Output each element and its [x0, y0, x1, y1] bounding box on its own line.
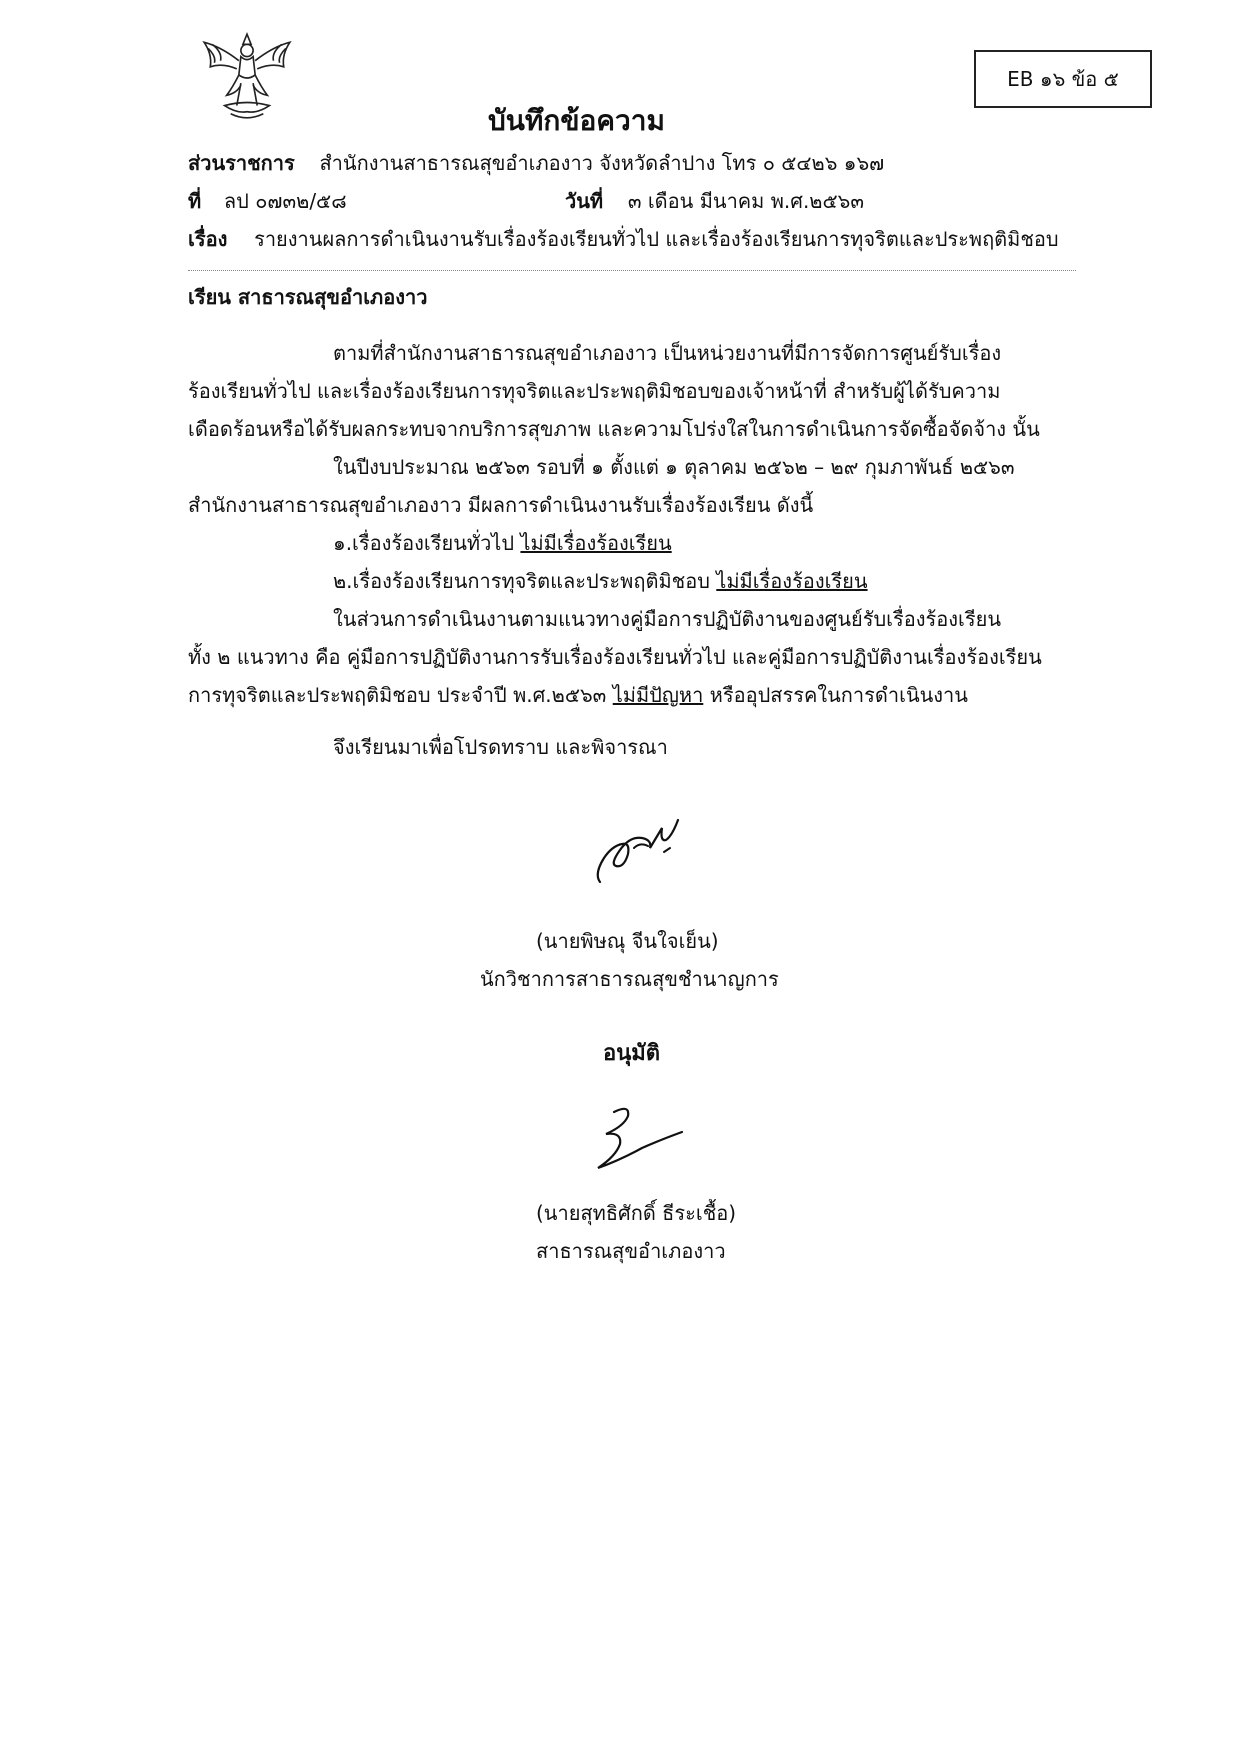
item-1-text: ๑.เรื่องร้องเรียนทั่วไป — [333, 531, 521, 555]
reference-label: ที่ — [188, 189, 202, 213]
agency-label: ส่วนราชการ — [188, 151, 295, 175]
paragraph-3-line-3 — [188, 682, 968, 708]
paragraph-3-line-3-end: หรืออุปสรรคในการดำเนินงาน — [703, 683, 968, 707]
signature-2 — [590, 1100, 690, 1180]
date-label: วันที่ — [565, 189, 604, 213]
signer-1-name: (นายพิษณุ จีนใจเย็น) — [536, 929, 719, 953]
agency-value: สำนักงานสาธารณสุขอำเภองาว จังหวัดลำปาง โทร ๐ ๕๔๒๖ ๑๖๗ — [319, 151, 885, 175]
item-1 — [333, 530, 672, 556]
paragraph-1-line-1: ตามที่สำนักงานสาธารณสุขอำเภองาว เป็นหน่วยงานที่มีการจัดการศูนย์รับเรื่อง — [333, 341, 1002, 365]
header-divider — [188, 270, 1076, 271]
document-code: EB ๑๖ ข้อ ๕ — [1007, 67, 1119, 91]
item-2-text: ๒.เรื่องร้องเรียนการทุจริตและประพฤติมิชอบ — [333, 569, 717, 593]
approver-position: สาธารณสุขอำเภองาว — [536, 1239, 726, 1263]
date-value: ๓ เดือน มีนาคม พ.ศ.๒๕๖๓ — [627, 189, 864, 213]
closing-text: จึงเรียนมาเพื่อโปรดทราบ และพิจารณา — [333, 735, 668, 759]
subject-value: รายงานผลการดำเนินงานรับเรื่องร้องเรียนทั่วไป และเรื่องร้องเรียนการทุจริตและประพฤติมิชอบ — [254, 227, 1059, 251]
no-problem-text: ไม่มีปัญหา — [612, 683, 704, 707]
paragraph-1-line-3: เดือดร้อนหรือได้รับผลกระทบจากบริการสุขภาพ และความโปร่งใสในการดำเนินการจัดซื้อจัดจ้าง นั้น — [188, 417, 1040, 441]
signature-1 — [590, 808, 690, 888]
paragraph-1-line-2: ร้องเรียนทั่วไป และเรื่องร้องเรียนการทุจริตและประพฤติมิชอบของเจ้าหน้าที่ สำหรับผู้ได้รับความ — [188, 379, 1001, 403]
garuda-emblem — [196, 26, 298, 128]
agency-row — [188, 150, 884, 176]
signer-1-position: นักวิชาการสาธารณสุขชำนาญการ — [480, 967, 779, 991]
paragraph-2-line-2: สำนักงานสาธารณสุขอำเภองาว มีผลการดำเนินงานรับเรื่องร้องเรียน ดังนี้ — [188, 493, 814, 517]
item-2-result: ไม่มีเรื่องร้องเรียน — [716, 569, 868, 593]
memo-title: บันทึกข้อความ — [488, 104, 665, 137]
reference-row — [188, 188, 347, 214]
greeting: เรียน สาธารณสุขอำเภองาว — [188, 285, 428, 309]
item-2 — [333, 568, 868, 594]
paragraph-2-line-1: ในปีงบประมาณ ๒๕๖๓ รอบที่ ๑ ตั้งแต่ ๑ ตุลาคม ๒๕๖๒ – ๒๙ กุมภาพันธ์ ๒๕๖๓ — [333, 455, 1015, 479]
paragraph-3-line-3-text: การทุจริตและประพฤติมิชอบ ประจำปี พ.ศ.๒๕๖๓ — [188, 683, 613, 707]
date-row — [565, 188, 864, 214]
paragraph-3-line-2: ทั้ง ๒ แนวทาง คือ คู่มือการปฏิบัติงานการรับเรื่องร้องเรียนทั่วไป และคู่มือการปฏิบัติงานเรื่องร้องเรียน — [188, 645, 1042, 669]
item-1-result: ไม่มีเรื่องร้องเรียน — [520, 531, 672, 555]
subject-row — [188, 226, 1059, 252]
paragraph-3-line-1: ในส่วนการดำเนินงานตามแนวทางคู่มือการปฏิบัติงานของศูนย์รับเรื่องร้องเรียน — [333, 607, 1002, 631]
approval-label: อนุมัติ — [603, 1041, 661, 1066]
document-code-box — [974, 50, 1152, 108]
subject-label: เรื่อง — [188, 227, 228, 251]
approver-name: (นายสุทธิศักดิ์ ธีระเชื้อ) — [536, 1201, 737, 1225]
reference-value: ลป ๐๗๓๒/๕๘ — [223, 189, 347, 213]
